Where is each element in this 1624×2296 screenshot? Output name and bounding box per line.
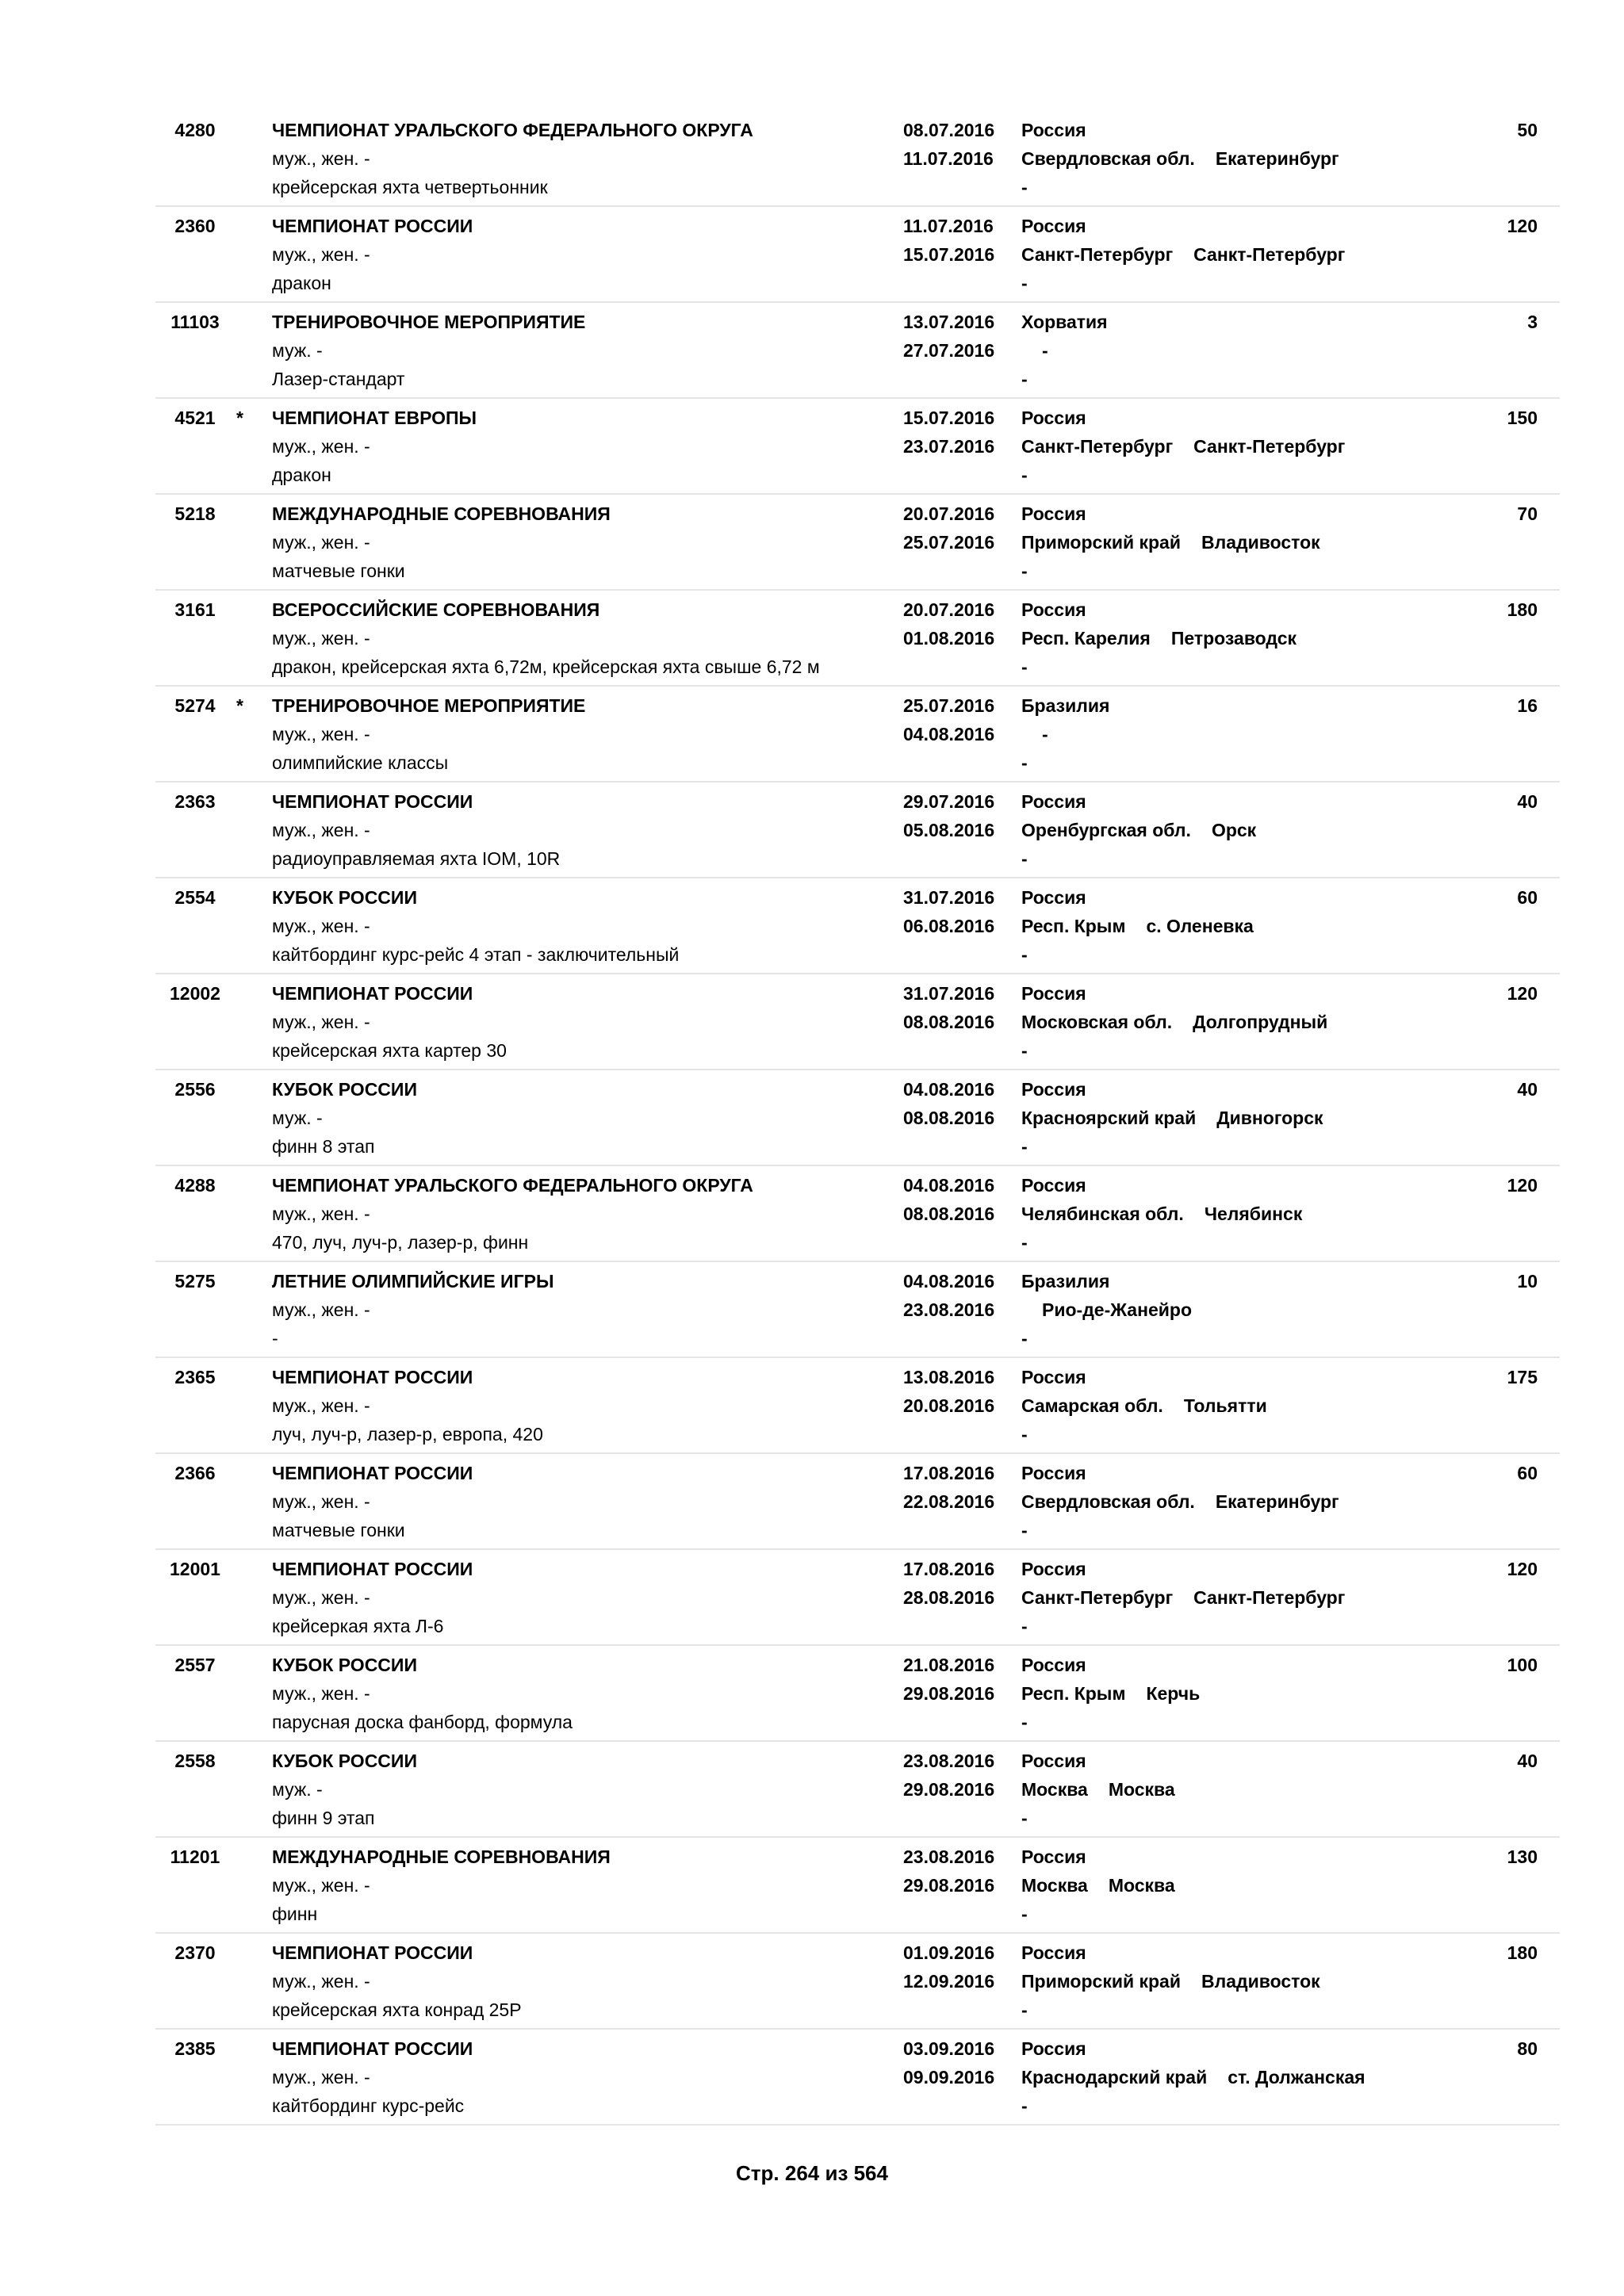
event-start-date: 15.07.2016: [903, 408, 995, 428]
event-gender: муж., жен. -: [272, 916, 370, 936]
event-start-date: 25.07.2016: [903, 695, 995, 716]
event-location: [1021, 1583, 1345, 1612]
event-start-date: 21.08.2016: [903, 1655, 995, 1675]
event-gender: муж., жен. -: [272, 532, 370, 553]
event-city: -: [1042, 340, 1048, 361]
event-region: Респ. Крым: [1021, 1683, 1126, 1704]
event-row: [155, 495, 1560, 591]
event-boat-classes: Лазер-стандарт: [272, 369, 405, 389]
event-row: [155, 687, 1560, 783]
event-start-date: 31.07.2016: [903, 983, 995, 1004]
event-title: ТРЕНИРОВОЧНОЕ МЕРОПРИЯТИЕ: [272, 695, 586, 716]
event-gender: муж., жен. -: [272, 244, 370, 265]
event-start-date: 23.08.2016: [903, 1751, 995, 1771]
event-location-dash: -: [1021, 656, 1028, 677]
event-boat-classes: крейсерская яхта картер 30: [272, 1040, 507, 1061]
event-title: КУБОК РОССИИ: [272, 1751, 417, 1771]
event-participants: 3: [1527, 312, 1538, 332]
event-participants: 150: [1507, 408, 1538, 428]
event-location-dash: -: [1021, 465, 1028, 485]
event-row: [155, 1742, 1560, 1838]
event-gender: муж., жен. -: [272, 1491, 370, 1512]
event-start-date: 20.07.2016: [903, 503, 995, 524]
event-city: Екатеринбург: [1215, 148, 1339, 169]
event-participants: 60: [1517, 887, 1538, 908]
event-title: ЧЕМПИОНАТ УРАЛЬСКОГО ФЕДЕРАЛЬНОГО ОКРУГА: [272, 120, 753, 140]
event-country: Россия: [1021, 599, 1086, 620]
event-end-date: 08.08.2016: [903, 1203, 995, 1224]
event-region: Свердловская обл.: [1021, 148, 1195, 169]
event-participants: 16: [1517, 695, 1538, 716]
event-title: ВСЕРОССИЙСКИЕ СОРЕВНОВАНИЯ: [272, 599, 600, 620]
event-location-dash: -: [1021, 1328, 1028, 1349]
event-country: Россия: [1021, 1655, 1086, 1675]
event-boat-classes: крейсерская яхта четвертьонник: [272, 177, 548, 197]
event-city: Челябинск: [1204, 1203, 1303, 1224]
event-gender: муж., жен. -: [272, 628, 370, 649]
event-end-date: 29.08.2016: [903, 1875, 995, 1896]
event-number: 2554: [174, 887, 216, 908]
event-gender: муж., жен. -: [272, 1395, 370, 1416]
event-location-dash: -: [1021, 1712, 1028, 1732]
event-location: [1021, 912, 1254, 940]
event-location-dash: -: [1021, 752, 1028, 773]
event-location: [1021, 240, 1345, 269]
event-location-dash: -: [1021, 1040, 1028, 1061]
event-end-date: 25.07.2016: [903, 532, 995, 553]
event-city: Владивосток: [1201, 532, 1320, 553]
event-region: Респ. Карелия: [1021, 628, 1151, 649]
event-location: [1021, 528, 1320, 557]
event-title: ЛЕТНИЕ ОЛИМПИЙСКИЕ ИГРЫ: [272, 1271, 554, 1292]
event-row: [155, 303, 1560, 399]
event-title: МЕЖДУНАРОДНЫЕ СОРЕВНОВАНИЯ: [272, 1846, 611, 1867]
event-location-dash: -: [1021, 1999, 1028, 2020]
event-location: [1021, 1008, 1327, 1036]
event-gender: муж. -: [272, 1108, 323, 1128]
event-end-date: 15.07.2016: [903, 244, 995, 265]
event-row: [155, 783, 1560, 878]
event-boat-classes: кайтбординг курс-рейс: [272, 2095, 465, 2116]
event-participants: 50: [1517, 120, 1538, 140]
event-end-date: 23.07.2016: [903, 436, 995, 457]
event-country: Россия: [1021, 1559, 1086, 1579]
event-region: Санкт-Петербург: [1021, 244, 1174, 265]
event-number: 3161: [174, 599, 216, 620]
event-participants: 40: [1517, 791, 1538, 812]
event-end-date: 09.09.2016: [903, 2067, 995, 2087]
event-boat-classes: дракон, крейсерская яхта 6,72м, крейсерская яхта свыше 6,72 м: [272, 656, 820, 677]
event-gender: муж., жен. -: [272, 2067, 370, 2087]
event-end-date: 23.08.2016: [903, 1299, 995, 1320]
event-title: ТРЕНИРОВОЧНОЕ МЕРОПРИЯТИЕ: [272, 312, 586, 332]
event-city: с. Оленевка: [1146, 916, 1254, 936]
event-end-date: 20.08.2016: [903, 1395, 995, 1416]
event-row: [155, 974, 1560, 1070]
event-location: [1021, 1679, 1200, 1708]
event-location-dash: -: [1021, 1616, 1028, 1636]
event-participants: 70: [1517, 503, 1538, 524]
event-location: [1021, 1104, 1323, 1132]
event-number: 12001: [170, 1559, 220, 1579]
event-location-dash: -: [1021, 177, 1028, 197]
event-region: Москва: [1021, 1779, 1088, 1800]
event-number: 2370: [174, 1942, 216, 1963]
event-country: Россия: [1021, 1367, 1086, 1387]
event-start-date: 31.07.2016: [903, 887, 995, 908]
event-boat-classes: дракон: [272, 465, 331, 485]
event-number: 4288: [174, 1175, 216, 1196]
event-country: Бразилия: [1021, 695, 1110, 716]
event-row: [155, 1358, 1560, 1454]
event-number: 4280: [174, 120, 216, 140]
event-location: [1021, 1200, 1302, 1228]
event-number: 11103: [170, 312, 220, 332]
event-location: [1021, 336, 1048, 365]
event-start-date: 23.08.2016: [903, 1846, 995, 1867]
event-row: [155, 399, 1560, 495]
event-gender: муж., жен. -: [272, 1012, 370, 1032]
event-end-date: 29.08.2016: [903, 1779, 995, 1800]
event-row: [155, 1646, 1560, 1742]
event-title: ЧЕМПИОНАТ РОССИИ: [272, 2038, 473, 2059]
event-location: [1021, 2063, 1365, 2091]
event-number: 2557: [174, 1655, 216, 1675]
event-location: [1021, 816, 1256, 844]
event-number: 2366: [174, 1463, 216, 1483]
event-end-date: 08.08.2016: [903, 1012, 995, 1032]
event-row: [155, 111, 1560, 207]
event-location-dash: -: [1021, 273, 1028, 293]
event-title: КУБОК РОССИИ: [272, 887, 417, 908]
event-location-dash: -: [1021, 1808, 1028, 1828]
event-number: 2365: [174, 1367, 216, 1387]
event-region: Москва: [1021, 1875, 1088, 1896]
event-number: 2385: [174, 2038, 216, 2059]
event-location-dash: -: [1021, 1520, 1028, 1540]
event-boat-classes: дракон: [272, 273, 331, 293]
event-gender: муж., жен. -: [272, 724, 370, 744]
event-gender: муж. -: [272, 1779, 323, 1800]
event-region: Самарская обл.: [1021, 1395, 1163, 1416]
event-end-date: 01.08.2016: [903, 628, 995, 649]
event-participants: 100: [1507, 1655, 1538, 1675]
event-region: Приморский край: [1021, 1971, 1181, 1992]
event-number: 2556: [174, 1079, 216, 1100]
event-start-date: 13.07.2016: [903, 312, 995, 332]
event-end-date: 27.07.2016: [903, 340, 995, 361]
event-number: 5218: [174, 503, 216, 524]
event-city: Дивногорск: [1216, 1108, 1323, 1128]
event-location: [1021, 1967, 1320, 1996]
event-row: [155, 2030, 1560, 2126]
event-number: 11201: [170, 1846, 220, 1867]
event-participants: 40: [1517, 1751, 1538, 1771]
event-country: Россия: [1021, 1463, 1086, 1483]
event-region: Челябинская обл.: [1021, 1203, 1184, 1224]
event-country: Россия: [1021, 120, 1086, 140]
event-location: [1021, 1871, 1175, 1900]
event-participants: 10: [1517, 1271, 1538, 1292]
event-star-marker: *: [236, 408, 243, 428]
event-number: 12002: [170, 983, 220, 1004]
event-location-dash: -: [1021, 848, 1028, 869]
event-end-date: 22.08.2016: [903, 1491, 995, 1512]
event-participants: 180: [1507, 599, 1538, 620]
event-row: [155, 1838, 1560, 1934]
event-country: Россия: [1021, 1175, 1086, 1196]
event-title: ЧЕМПИОНАТ РОССИИ: [272, 1559, 473, 1579]
event-title: ЧЕМПИОНАТ РОССИИ: [272, 216, 473, 236]
event-row: [155, 1550, 1560, 1646]
event-location-dash: -: [1021, 2095, 1028, 2116]
event-gender: муж., жен. -: [272, 1299, 370, 1320]
event-title: ЧЕМПИОНАТ РОССИИ: [272, 1942, 473, 1963]
event-city: Санкт-Петербург: [1193, 244, 1346, 265]
event-region: Красноярский край: [1021, 1108, 1197, 1128]
event-location: [1021, 1487, 1339, 1516]
event-start-date: 03.09.2016: [903, 2038, 995, 2059]
event-start-date: 01.09.2016: [903, 1942, 995, 1963]
event-location: [1021, 1391, 1267, 1420]
event-country: Хорватия: [1021, 312, 1108, 332]
event-country: Россия: [1021, 1846, 1086, 1867]
event-boat-classes: парусная доска фанборд, формула: [272, 1712, 573, 1732]
event-boat-classes: финн: [272, 1904, 318, 1924]
event-title: ЧЕМПИОНАТ РОССИИ: [272, 1367, 473, 1387]
event-end-date: 05.08.2016: [903, 820, 995, 840]
event-city: Санкт-Петербург: [1193, 1587, 1346, 1608]
event-title: МЕЖДУНАРОДНЫЕ СОРЕВНОВАНИЯ: [272, 503, 611, 524]
event-gender: муж., жен. -: [272, 1587, 370, 1608]
event-boat-classes: -: [272, 1328, 278, 1349]
event-participants: 80: [1517, 2038, 1538, 2059]
event-start-date: 04.08.2016: [903, 1079, 995, 1100]
event-row: [155, 1454, 1560, 1550]
event-location: [1021, 720, 1048, 748]
event-region: Санкт-Петербург: [1021, 436, 1174, 457]
event-row: [155, 1070, 1560, 1166]
event-region: Свердловская обл.: [1021, 1491, 1195, 1512]
event-number: 5275: [174, 1271, 216, 1292]
event-region: Краснодарский край: [1021, 2067, 1208, 2087]
event-city: Москва: [1108, 1779, 1175, 1800]
event-city: Тольятти: [1183, 1395, 1267, 1416]
event-number: 2558: [174, 1751, 216, 1771]
event-title: ЧЕМПИОНАТ УРАЛЬСКОГО ФЕДЕРАЛЬНОГО ОКРУГА: [272, 1175, 753, 1196]
event-number: 5274: [174, 695, 216, 716]
event-location-dash: -: [1021, 561, 1028, 581]
event-location: [1021, 432, 1345, 461]
event-start-date: 17.08.2016: [903, 1559, 995, 1579]
page-number: Стр. 264 из 564: [736, 2161, 888, 2185]
event-row: [155, 1262, 1560, 1358]
event-country: Россия: [1021, 216, 1086, 236]
event-country: Россия: [1021, 1751, 1086, 1771]
event-country: Россия: [1021, 983, 1086, 1004]
event-number: 2363: [174, 791, 216, 812]
event-city: Екатеринбург: [1215, 1491, 1339, 1512]
event-number: 4521: [174, 408, 216, 428]
event-participants: 120: [1507, 1175, 1538, 1196]
event-boat-classes: финн 8 этап: [272, 1136, 375, 1157]
event-gender: муж., жен. -: [272, 148, 370, 169]
event-title: КУБОК РОССИИ: [272, 1655, 417, 1675]
event-city: Санкт-Петербург: [1193, 436, 1346, 457]
event-region: Оренбургская обл.: [1021, 820, 1191, 840]
event-participants: 120: [1507, 1559, 1538, 1579]
event-boat-classes: кайтбординг курс-рейс 4 этап - заключительный: [272, 944, 680, 965]
event-city: ст. Должанская: [1228, 2067, 1365, 2087]
event-country: Россия: [1021, 1079, 1086, 1100]
event-boat-classes: крейсерская яхта конрад 25Р: [272, 1999, 522, 2020]
event-country: Бразилия: [1021, 1271, 1110, 1292]
event-start-date: 04.08.2016: [903, 1271, 995, 1292]
event-gender: муж., жен. -: [272, 436, 370, 457]
event-gender: муж., жен. -: [272, 1971, 370, 1992]
event-city: Владивосток: [1201, 1971, 1320, 1992]
event-gender: муж., жен. -: [272, 1203, 370, 1224]
event-location-dash: -: [1021, 1232, 1028, 1253]
event-participants: 40: [1517, 1079, 1538, 1100]
event-number: 2360: [174, 216, 216, 236]
event-boat-classes: матчевые гонки: [272, 561, 405, 581]
event-city: Москва: [1108, 1875, 1175, 1896]
event-start-date: 11.07.2016: [903, 216, 994, 236]
event-boat-classes: 470, луч, луч-р, лазер-р, финн: [272, 1232, 529, 1253]
event-row: [155, 878, 1560, 974]
event-boat-classes: радиоуправляемая яхта IOM, 10R: [272, 848, 561, 869]
event-location-dash: -: [1021, 1424, 1028, 1445]
event-participants: 175: [1507, 1367, 1538, 1387]
event-boat-classes: крейсеркая яхта Л-6: [272, 1616, 444, 1636]
event-region: Санкт-Петербург: [1021, 1587, 1174, 1608]
event-row: [155, 591, 1560, 687]
event-country: Россия: [1021, 887, 1086, 908]
event-star-marker: *: [236, 695, 243, 716]
event-gender: муж. -: [272, 340, 323, 361]
event-title: ЧЕМПИОНАТ РОССИИ: [272, 983, 473, 1004]
event-participants: 180: [1507, 1942, 1538, 1963]
event-boat-classes: луч, луч-р, лазер-р, европа, 420: [272, 1424, 543, 1445]
event-gender: муж., жен. -: [272, 1875, 370, 1896]
event-start-date: 13.08.2016: [903, 1367, 995, 1387]
event-start-date: 17.08.2016: [903, 1463, 995, 1483]
event-city: -: [1042, 724, 1048, 744]
event-end-date: 29.08.2016: [903, 1683, 995, 1704]
event-country: Россия: [1021, 1942, 1086, 1963]
event-end-date: 11.07.2016: [903, 148, 994, 169]
event-gender: муж., жен. -: [272, 820, 370, 840]
event-row: [155, 207, 1560, 303]
event-boat-classes: финн 9 этап: [272, 1808, 375, 1828]
event-start-date: 08.07.2016: [903, 120, 995, 140]
event-row: [155, 1166, 1560, 1262]
event-end-date: 04.08.2016: [903, 724, 995, 744]
event-location: [1021, 1295, 1192, 1324]
event-region: Приморский край: [1021, 532, 1181, 553]
event-end-date: 28.08.2016: [903, 1587, 995, 1608]
event-participants: 120: [1507, 983, 1538, 1004]
event-title: КУБОК РОССИИ: [272, 1079, 417, 1100]
event-city: Долгопрудный: [1193, 1012, 1328, 1032]
event-location-dash: -: [1021, 369, 1028, 389]
event-city: Петрозаводск: [1170, 628, 1297, 649]
event-title: ЧЕМПИОНАТ ЕВРОПЫ: [272, 408, 477, 428]
event-country: Россия: [1021, 408, 1086, 428]
event-country: Россия: [1021, 2038, 1086, 2059]
event-region: Респ. Крым: [1021, 916, 1126, 936]
event-participants: 120: [1507, 216, 1538, 236]
event-location-dash: -: [1021, 1904, 1028, 1924]
event-start-date: 04.08.2016: [903, 1175, 995, 1196]
event-location: [1021, 624, 1297, 652]
event-participants: 60: [1517, 1463, 1538, 1483]
event-location-dash: -: [1021, 944, 1028, 965]
event-city: Рио-де-Жанейро: [1042, 1299, 1193, 1320]
event-country: Россия: [1021, 791, 1086, 812]
event-end-date: 08.08.2016: [903, 1108, 995, 1128]
event-end-date: 06.08.2016: [903, 916, 995, 936]
events-list: [155, 111, 1560, 2126]
event-end-date: 12.09.2016: [903, 1971, 995, 1992]
event-row: [155, 1934, 1560, 2030]
event-start-date: 20.07.2016: [903, 599, 995, 620]
event-boat-classes: матчевые гонки: [272, 1520, 405, 1540]
event-start-date: 29.07.2016: [903, 791, 995, 812]
event-city: Керчь: [1146, 1683, 1201, 1704]
event-gender: муж., жен. -: [272, 1683, 370, 1704]
event-title: ЧЕМПИОНАТ РОССИИ: [272, 791, 473, 812]
event-title: ЧЕМПИОНАТ РОССИИ: [272, 1463, 473, 1483]
event-location: [1021, 1775, 1175, 1804]
event-city: Орск: [1211, 820, 1257, 840]
event-location-dash: -: [1021, 1136, 1028, 1157]
event-country: Россия: [1021, 503, 1086, 524]
event-location: [1021, 144, 1339, 173]
event-region: Московская обл.: [1021, 1012, 1173, 1032]
event-participants: 130: [1507, 1846, 1538, 1867]
event-boat-classes: олимпийские классы: [272, 752, 449, 773]
